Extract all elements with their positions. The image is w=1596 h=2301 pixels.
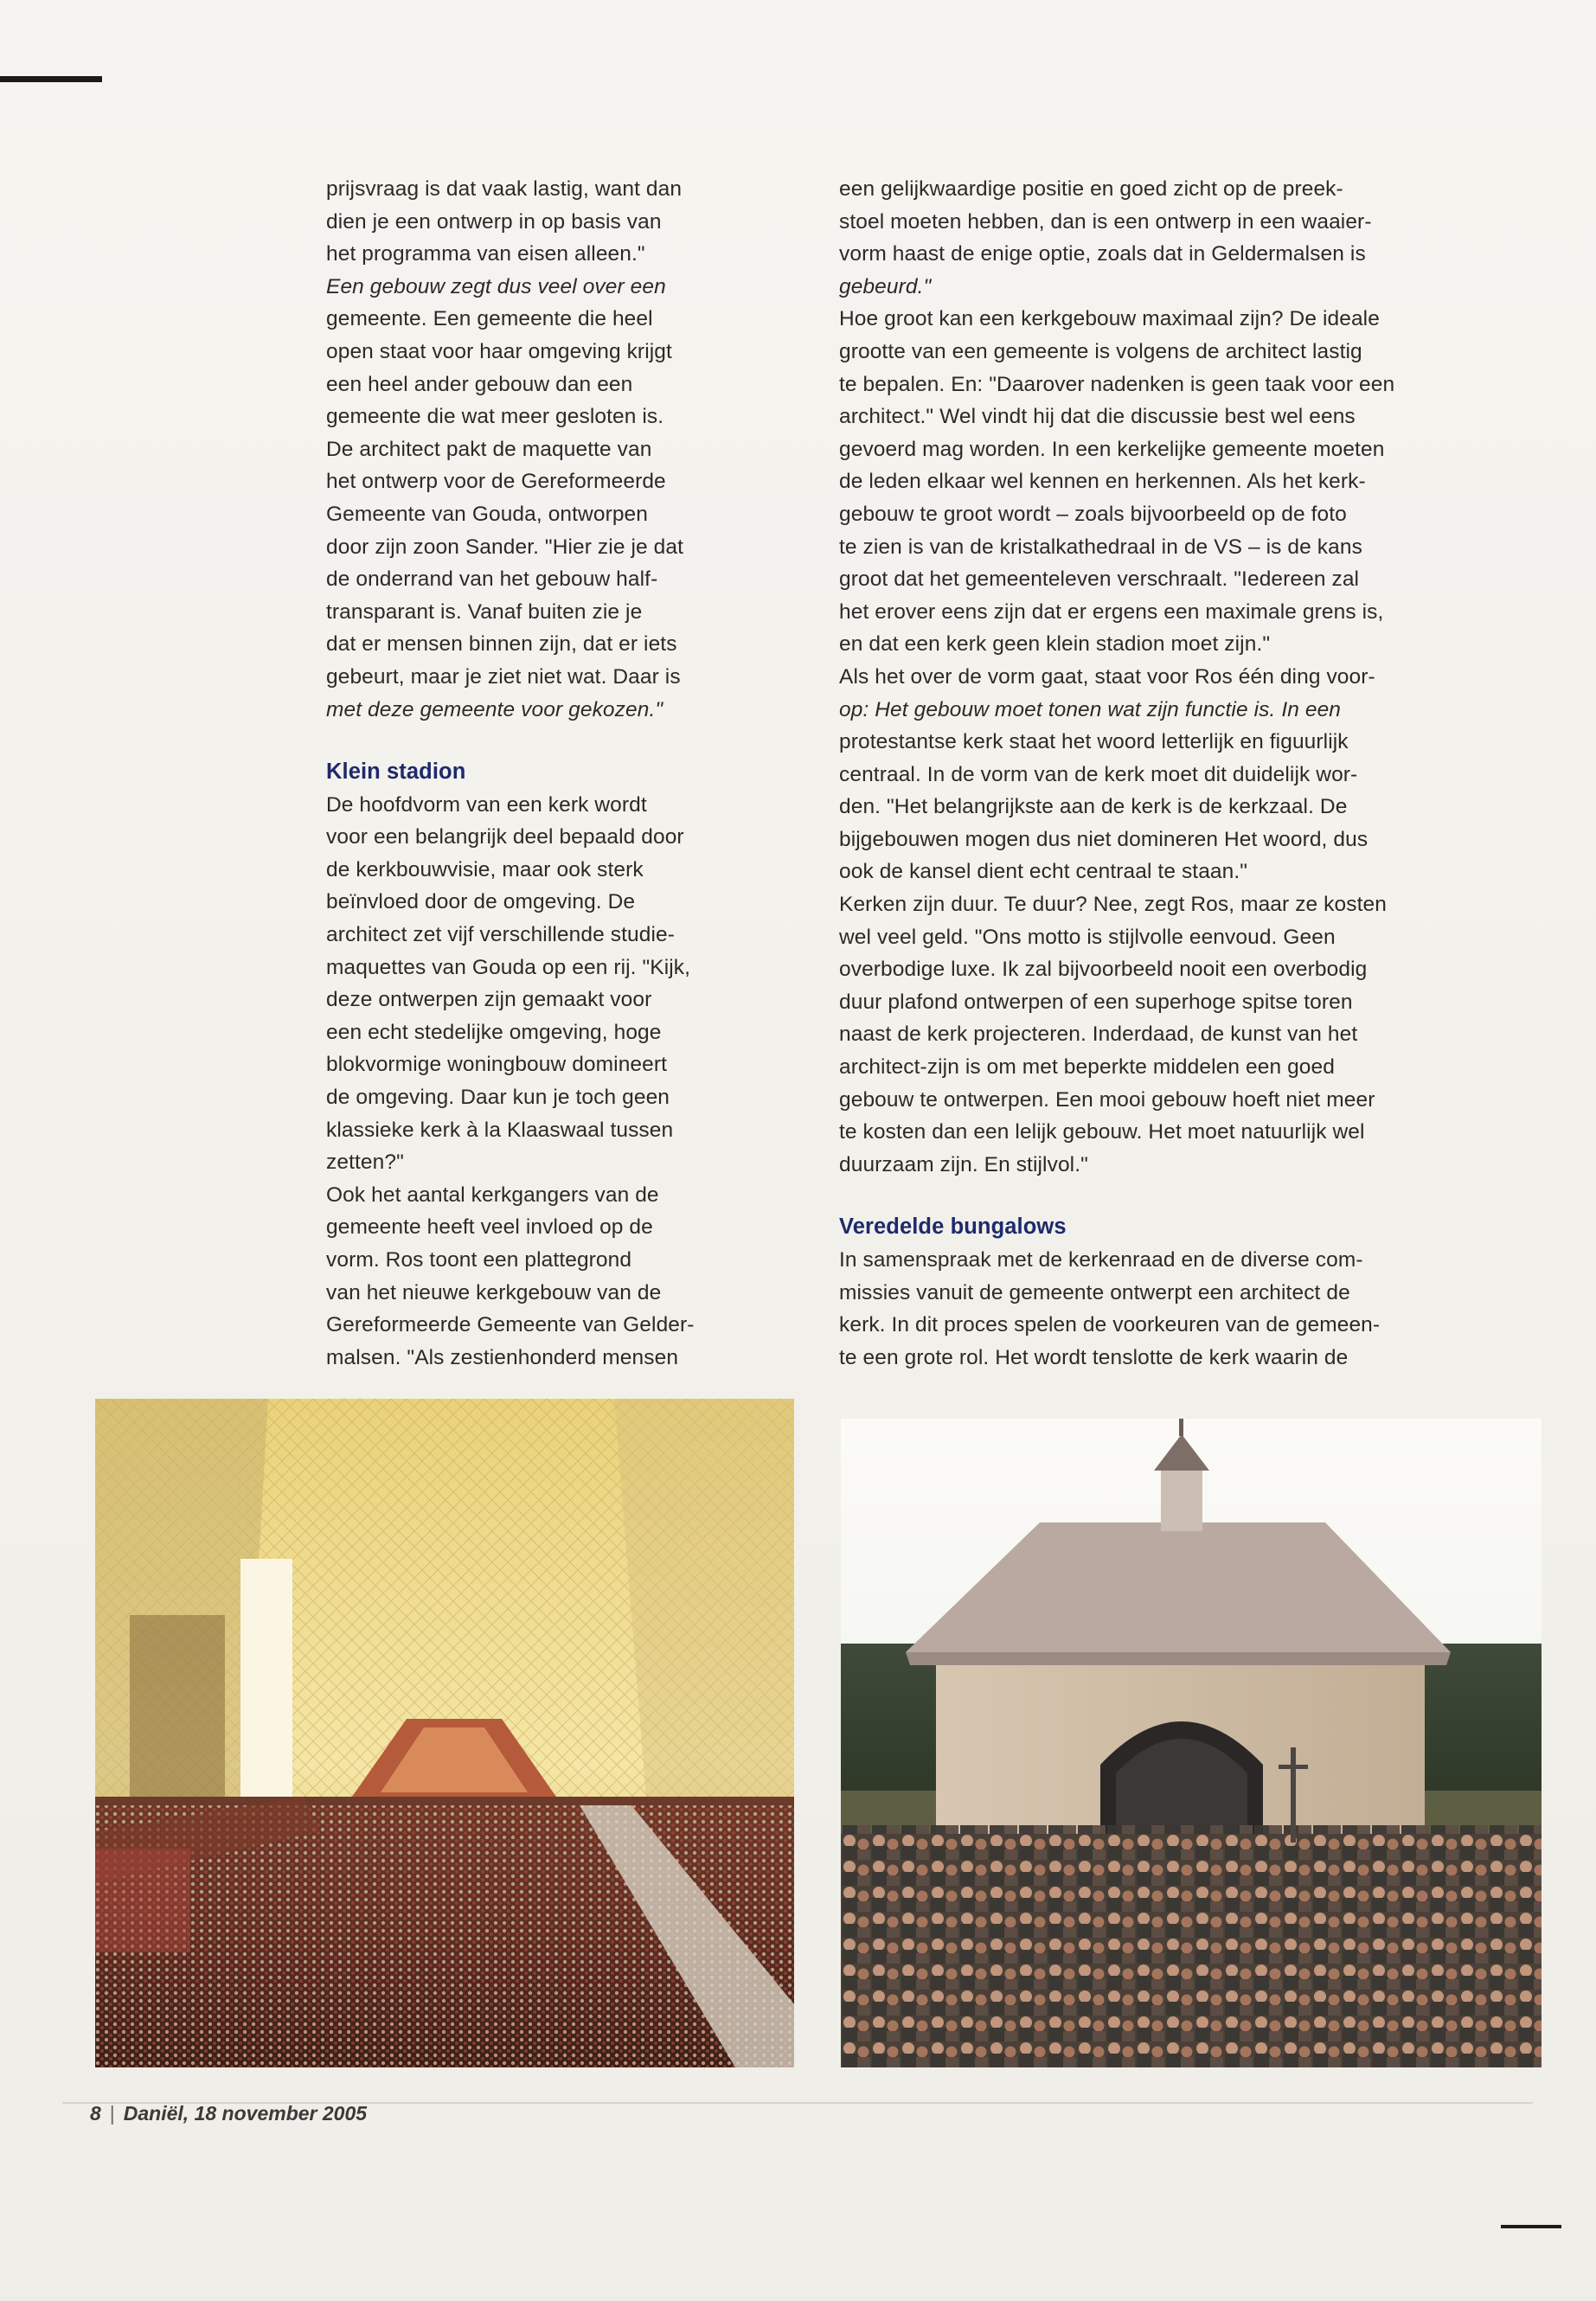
- text-line: protestantse kerk staat het woord letterlijk en figuurlijk: [839, 730, 1349, 754]
- text-line: stoel moeten hebben, dan is een ontwerp in een waaier-: [839, 209, 1372, 234]
- text-line: gebouw te ontwerpen. Een mooi gebouw hoeft niet meer: [839, 1087, 1375, 1112]
- text-line: duurzaam zijn. En stijlvol.": [839, 1152, 1088, 1176]
- text-line: grootte van een gemeente is volgens de architect lastig: [839, 339, 1362, 363]
- text-line: een heel ander gebouw dan een: [326, 372, 633, 396]
- text-line: gebeurt, maar je ziet niet wat. Daar is: [326, 664, 681, 689]
- text-line: blokvormige woningbouw domineert: [326, 1053, 668, 1077]
- text-line: groot dat het gemeenteleven verschraalt. "Iedereen zal: [839, 567, 1360, 592]
- text-line: gevoerd mag worden. In een kerkelijke gemeente moeten: [839, 437, 1385, 461]
- text-line: gemeente heeft veel invloed op de: [326, 1215, 653, 1240]
- text-line: een echt stedelijke omgeving, hoge: [326, 1020, 662, 1044]
- text-line: naast de kerk projecteren. Inderdaad, de kunst van het: [839, 1022, 1358, 1047]
- photo-crystal-cathedral-interior: [95, 1399, 794, 2067]
- text-line: dat er mensen binnen zijn, dat er iets: [326, 632, 677, 657]
- article-column-left: [326, 173, 802, 1374]
- text-line: door zijn zoon Sander. "Hier zie je dat: [326, 535, 683, 559]
- scan-edge-mark-bottom: [1501, 2225, 1561, 2228]
- text-line: de onderrand van het gebouw half-: [326, 567, 658, 592]
- section-heading: Veredelde bungalows: [839, 1215, 1067, 1240]
- text-line: te kosten dan een lelijk gebouw. Het moet natuurlijk wel: [839, 1120, 1365, 1144]
- text-line: transparant is. Vanaf buiten zie je: [326, 599, 643, 624]
- text-line: missies vanuit de gemeente ontwerpt een architect de: [839, 1280, 1350, 1304]
- text-line: het erover eens zijn dat er ergens een maximale grens is,: [839, 599, 1384, 624]
- text-line: met deze gemeente voor gekozen.": [326, 697, 663, 721]
- text-line: te een grote rol. Het wordt tenslotte de kerk waarin de: [839, 1345, 1349, 1369]
- scan-edge-mark-top: [0, 76, 102, 82]
- cathedral-illustration: [95, 1399, 794, 2067]
- text-line: en dat een kerk geen klein stadion moet zijn.": [839, 632, 1271, 657]
- text-line: een gelijkwaardige positie en goed zicht op de preek-: [839, 177, 1343, 201]
- photo-chapel-gathering: [841, 1419, 1542, 2067]
- text-line: de leden elkaar wel kennen en herkennen. Als het kerk-: [839, 470, 1366, 494]
- article-column-right: [839, 173, 1548, 1374]
- text-line: Kerken zijn duur. Te duur? Nee, zegt Ros, maar ze kosten: [839, 893, 1387, 917]
- text-line: Hoe groot kan een kerkgebouw maximaal zijn? De ideale: [839, 307, 1380, 331]
- text-line: van het nieuwe kerkgebouw van de: [326, 1280, 662, 1304]
- text-line: te zien is van de kristalkathedraal in de VS – is de kans: [839, 535, 1362, 559]
- text-line: architect-zijn is om met beperkte middelen een goed: [839, 1055, 1335, 1080]
- paragraph-gap: [839, 1181, 1548, 1211]
- text-line: te bepalen. En: "Daarover nadenken is geen taak voor een: [839, 372, 1395, 396]
- text-line: Gereformeerde Gemeente van Gelder-: [326, 1313, 695, 1337]
- chapel-illustration: [841, 1419, 1542, 2067]
- text-line: zetten?": [326, 1150, 404, 1175]
- text-line: op: Het gebouw moet tonen wat zijn functie is. In een: [839, 697, 1342, 721]
- text-line: prijsvraag is dat vaak lastig, want dan: [326, 177, 683, 201]
- text-line: architect." Wel vindt hij dat die discussie best wel eens: [839, 405, 1356, 429]
- text-line: gemeente die wat meer gesloten is.: [326, 405, 664, 429]
- text-line: duur plafond ontwerpen of een superhoge spitse toren: [839, 990, 1353, 1014]
- text-line: wel veel geld. "Ons motto is stijlvolle eenvoud. Geen: [839, 925, 1336, 949]
- text-line: gebeurd.": [839, 274, 932, 298]
- text-line: kerk. In dit proces spelen de voorkeuren van de gemeen-: [839, 1313, 1381, 1337]
- text-line: bijgebouwen mogen dus niet domineren Het woord, dus: [839, 827, 1368, 851]
- text-line: ook de kansel dient echt centraal te staan.": [839, 860, 1248, 884]
- text-line: Ook het aantal kerkgangers van de: [326, 1183, 659, 1207]
- text-line: De architect pakt de maquette van: [326, 437, 652, 461]
- text-line: het ontwerp voor de Gereformeerde: [326, 470, 666, 494]
- text-line: het programma van eisen alleen.": [326, 242, 645, 266]
- text-line: dien je een ontwerp in op basis van: [326, 209, 662, 234]
- footer-separator: |: [109, 2102, 115, 2125]
- text-line: Gemeente van Gouda, ontworpen: [326, 502, 649, 526]
- text-line: centraal. In de vorm van de kerk moet dit duidelijk wor-: [839, 762, 1358, 786]
- text-line: gemeente. Een gemeente die heel: [326, 307, 653, 331]
- section-heading: Klein stadion: [326, 760, 466, 785]
- text-line: malsen. "Als zestienhonderd mensen: [326, 1345, 679, 1369]
- text-line: In samenspraak met de kerkenraad en de diverse com-: [839, 1248, 1363, 1272]
- text-line: architect zet vijf verschillende studie-: [326, 923, 675, 947]
- text-line: den. "Het belangrijkste aan de kerk is de kerkzaal. De: [839, 795, 1348, 819]
- page-number: 8: [90, 2102, 101, 2125]
- text-line: de omgeving. Daar kun je toch geen: [326, 1086, 670, 1110]
- text-line: deze ontwerpen zijn gemaakt voor: [326, 988, 652, 1012]
- text-line: maquettes van Gouda op een rij. "Kijk,: [326, 955, 691, 979]
- text-line: Een gebouw zegt dus veel over een: [326, 274, 666, 298]
- text-line: klassieke kerk à la Klaaswaal tussen: [326, 1118, 674, 1142]
- text-line: overbodige luxe. Ik zal bijvoorbeeld nooit een overbodig: [839, 958, 1368, 982]
- text-line: de kerkbouwvisie, maar ook sterk: [326, 857, 644, 881]
- text-line: beïnvloed door de omgeving. De: [326, 890, 636, 914]
- text-line: Als het over de vorm gaat, staat voor Ros één ding voor-: [839, 664, 1375, 689]
- text-line: vorm. Ros toont een plattegrond: [326, 1248, 632, 1272]
- text-line: voor een belangrijk deel bepaald door: [326, 825, 684, 849]
- paragraph-gap: [326, 726, 802, 756]
- text-line: vorm haast de enige optie, zoals dat in Geldermalsen is: [839, 242, 1366, 266]
- text-line: gebouw te groot wordt – zoals bijvoorbeeld op de foto: [839, 502, 1347, 526]
- text-line: De hoofdvorm van een kerk wordt: [326, 792, 647, 817]
- text-line: open staat voor haar omgeving krijgt: [326, 339, 672, 363]
- publication-line: Daniël, 18 november 2005: [123, 2102, 368, 2125]
- page-footer: [90, 2102, 367, 2125]
